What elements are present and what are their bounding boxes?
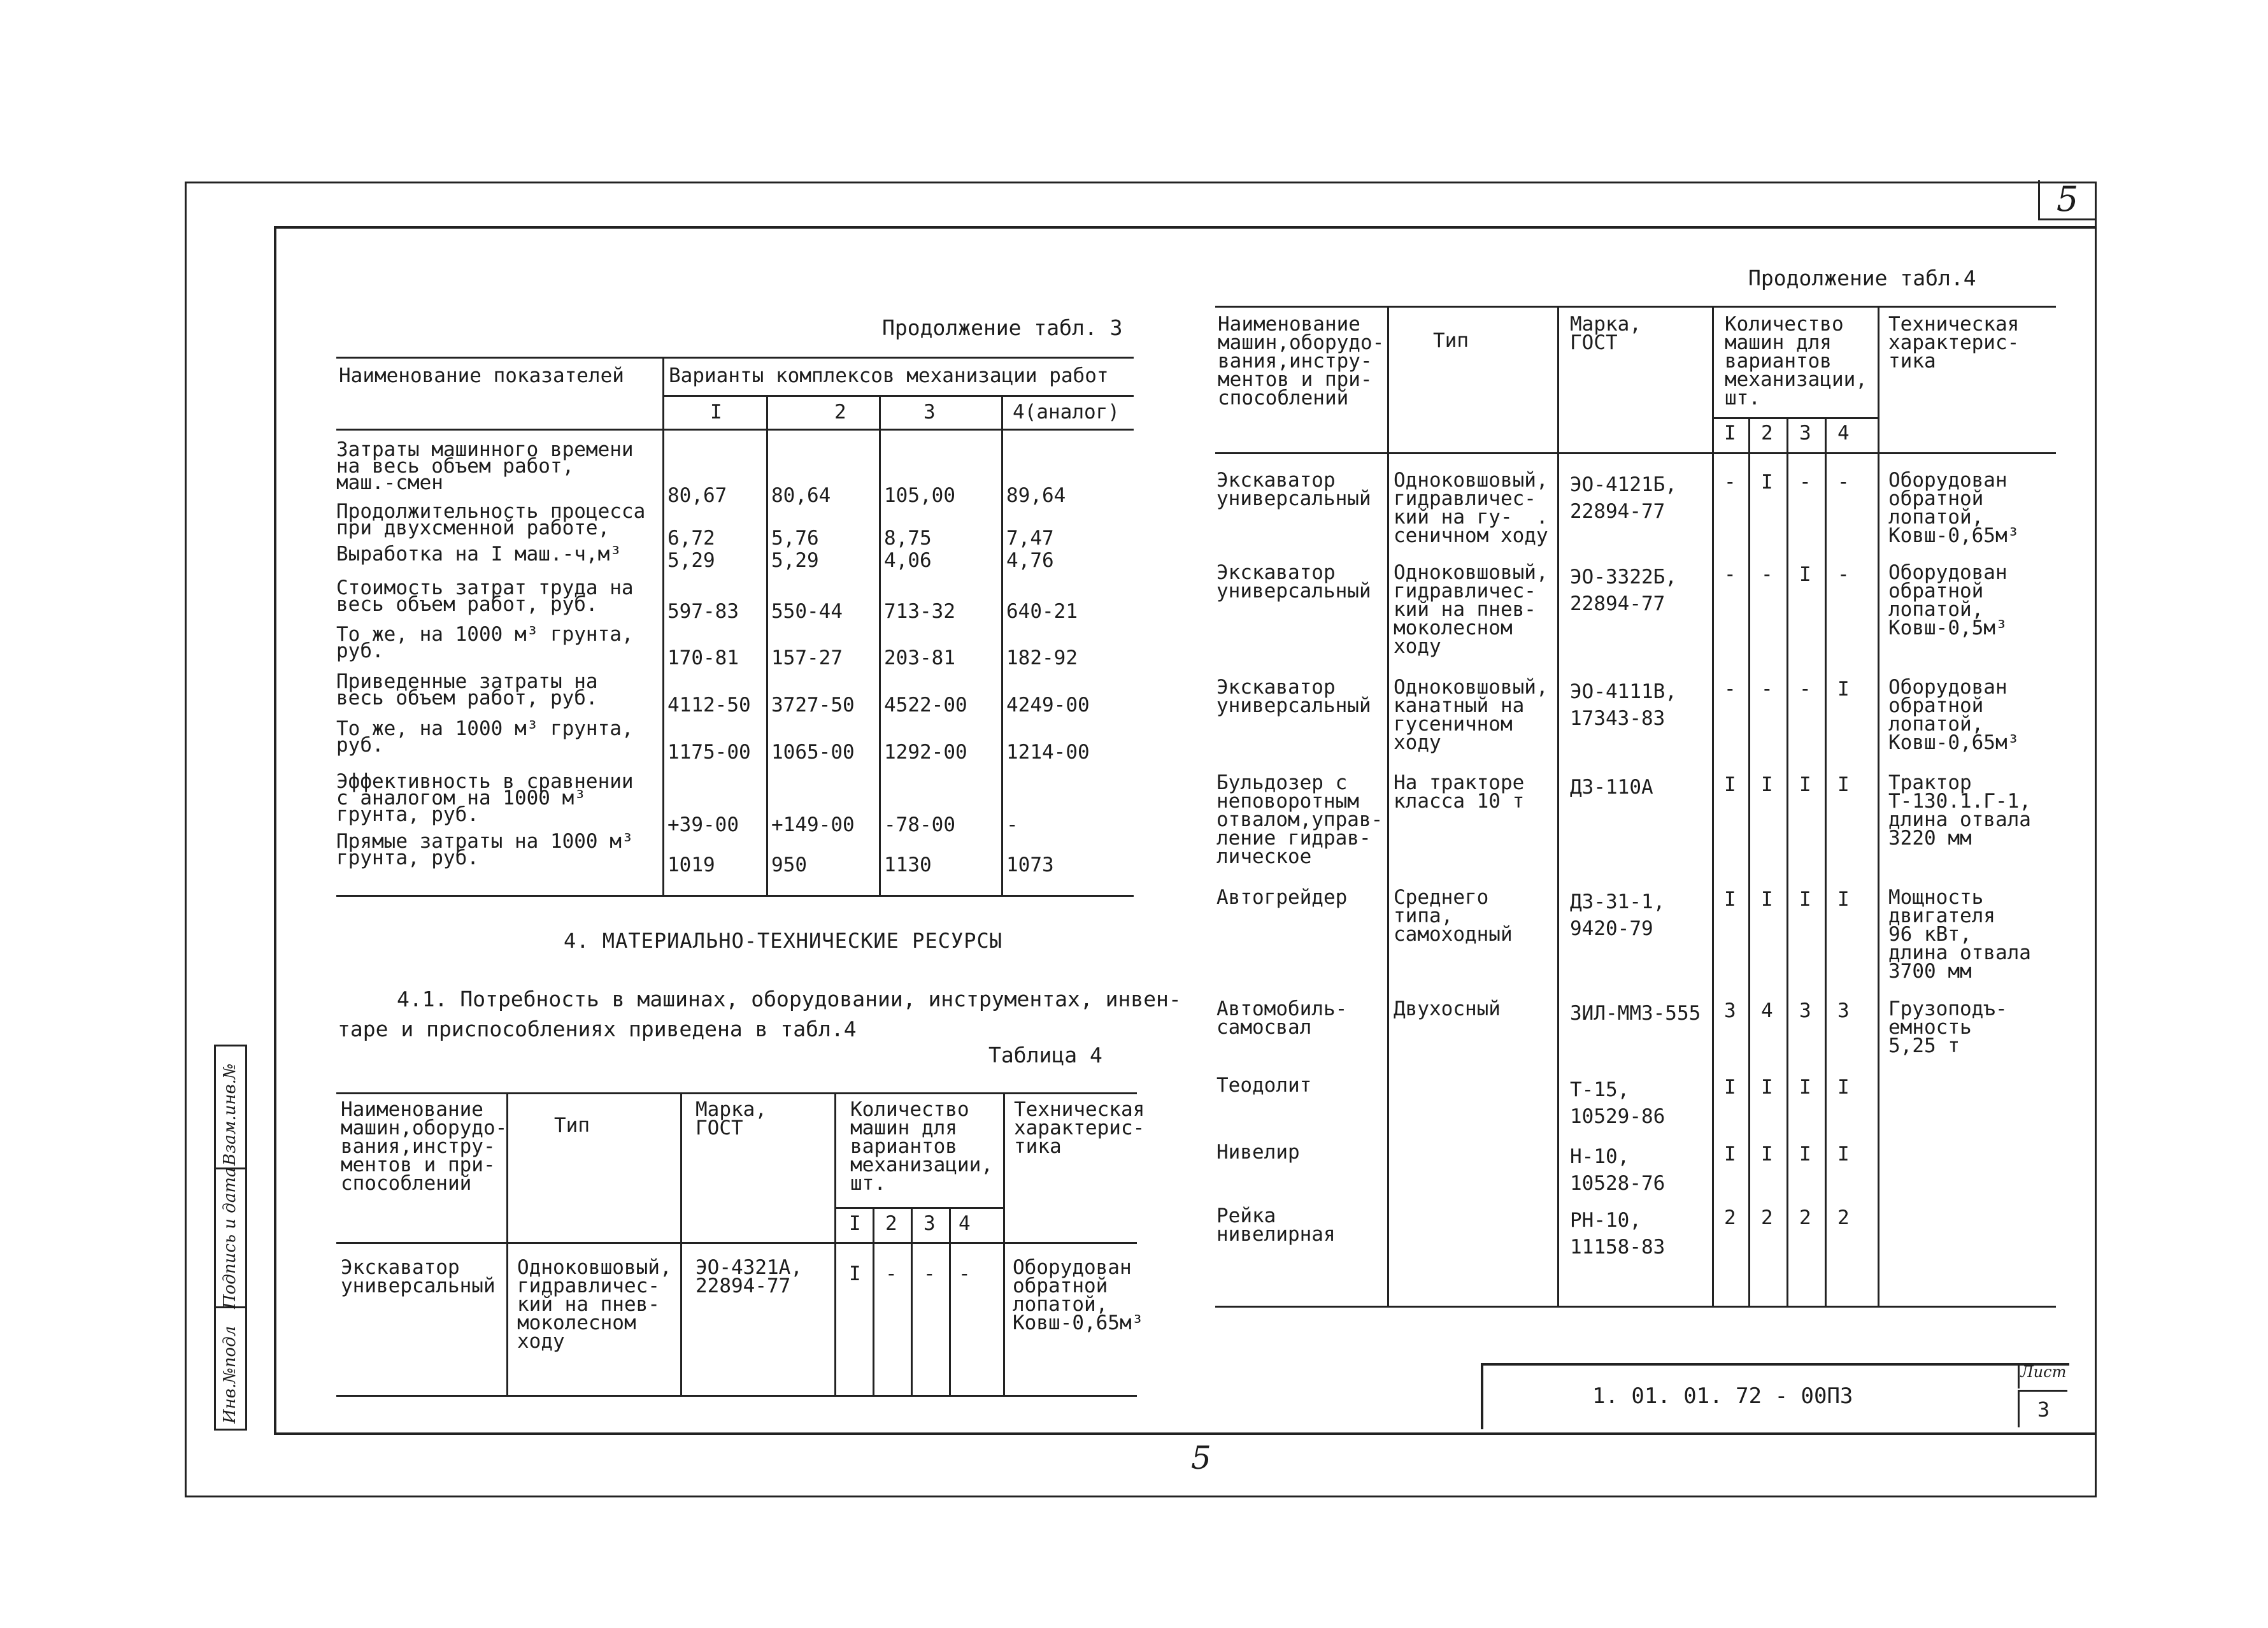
- table-border-top: [336, 1092, 1137, 1094]
- cell-value: +149-00: [771, 813, 855, 836]
- row-type: ходу: [1394, 635, 1441, 658]
- row-type: Двухосный: [1394, 997, 1501, 1020]
- row-qty: I: [1724, 1143, 1736, 1166]
- column-divider: [680, 1092, 682, 1395]
- qty-subcolumn: 3: [1799, 422, 1811, 445]
- row-mark: Т-15,: [1570, 1078, 1630, 1101]
- row-name: Теодолит: [1216, 1074, 1312, 1097]
- row-type: Одноковшовый,: [1394, 469, 1548, 492]
- row-label: при двухсменной работе,: [336, 517, 610, 539]
- row-mark: ДЗ-110А: [1570, 776, 1653, 799]
- row-mark: Н-10,: [1570, 1145, 1630, 1168]
- cell-value: 170-81: [667, 646, 739, 669]
- cell-value: 157-27: [771, 646, 843, 669]
- row-qty: I: [1837, 888, 1850, 911]
- row-mark: РН-10,: [1570, 1209, 1641, 1232]
- cell-value: 5,29: [771, 549, 819, 572]
- header-qty: вариантов: [1725, 350, 1832, 373]
- header-name: вания,инстру-: [1218, 350, 1373, 373]
- header-mark: Марка,: [695, 1098, 767, 1121]
- row-type: класса 10 т: [1394, 790, 1525, 813]
- row-label: руб.: [336, 639, 384, 662]
- row-qty: -: [885, 1262, 897, 1285]
- row-qty: 4: [1761, 999, 1773, 1022]
- cell-value: 5,76: [771, 527, 819, 550]
- row-mark: ЭО-4321А,: [695, 1256, 802, 1279]
- row-type: Одноковшовый,: [517, 1256, 672, 1279]
- row-tech: лопатой,: [1888, 713, 1984, 736]
- qty-subcolumn: 4: [1837, 422, 1850, 445]
- cell-value: 8,75: [884, 527, 932, 550]
- column-divider: [1003, 1092, 1005, 1395]
- row-tech: лопатой,: [1888, 506, 1984, 529]
- row-mark: ЗИЛ-ММЗ-555: [1570, 1002, 1701, 1025]
- header-name: машин,оборудо-: [1218, 331, 1385, 354]
- row-tech: лопатой,: [1888, 598, 1984, 621]
- row-qty: 3: [1724, 999, 1736, 1022]
- row-type: кий на пнев-: [1394, 598, 1536, 621]
- cell-value: 1073: [1006, 853, 1054, 876]
- column-divider: [1001, 395, 1003, 895]
- cell-value: 80,64: [771, 484, 831, 507]
- row-tech: 96 кВт,: [1888, 923, 1972, 946]
- bottom-page-number: 5: [1191, 1439, 1211, 1476]
- paragraph-line-1: 4.1. Потребность в машинах, оборудовании, инструментах, инвен-: [397, 987, 1181, 1011]
- row-qty: -: [1724, 678, 1736, 701]
- row-label: Затраты машинного времени: [336, 438, 634, 461]
- cell-value: 950: [771, 853, 807, 876]
- row-qty: -: [1761, 678, 1773, 701]
- row-qty: -: [1799, 678, 1811, 701]
- row-name: универсальный: [1216, 694, 1371, 717]
- row-tech: Оборудован: [1888, 676, 2008, 699]
- header-type: Тип: [1433, 329, 1469, 352]
- row-tech: Грузоподъ-: [1888, 997, 2008, 1020]
- table-border-bottom: [336, 1395, 1137, 1397]
- header-qty: механизации,: [1725, 368, 1867, 391]
- header-qty: шт.: [1725, 387, 1760, 410]
- row-name: нивелирная: [1216, 1223, 1336, 1246]
- qty-subcolumn: 2: [885, 1212, 897, 1235]
- row-type: гидравличес-: [1394, 487, 1536, 510]
- header-tech: Техническая: [1014, 1098, 1145, 1121]
- column-header: 4(аналог): [1013, 401, 1120, 424]
- row-type: гидравличес-: [517, 1275, 660, 1297]
- column-header: 3: [924, 401, 936, 424]
- table-header-bottom: [336, 429, 1134, 431]
- cell-value: 7,47: [1006, 527, 1054, 550]
- cell-value: 4112-50: [667, 694, 751, 717]
- row-qty: I: [1761, 888, 1773, 911]
- row-mark: ДЗ-31-1,: [1570, 890, 1665, 913]
- cell-value: 597-83: [667, 600, 739, 623]
- row-type: Среднего: [1394, 886, 1489, 909]
- row-qty: 2: [1837, 1206, 1850, 1229]
- row-mark: ЭО-4121Б,: [1570, 473, 1677, 496]
- row-qty: I: [1799, 1076, 1811, 1099]
- row-tech: 5,25 т: [1888, 1034, 1960, 1057]
- row-name: Бульдозер с: [1216, 771, 1348, 794]
- row-label: То же, на 1000 м³ грунта,: [336, 717, 634, 740]
- cell-value: 4522-00: [884, 694, 967, 717]
- row-type: кий на гу- .: [1394, 506, 1548, 529]
- header-qty: машин для: [850, 1117, 957, 1139]
- row-name: Экскаватор: [341, 1256, 460, 1279]
- qty-subcolumn: I: [849, 1212, 861, 1235]
- row-tech: Оборудован: [1888, 469, 2008, 492]
- cell-value: 1019: [667, 853, 715, 876]
- header-tech: Техническая: [1888, 313, 2020, 336]
- row-qty: I: [1837, 1076, 1850, 1099]
- header-qty: вариантов: [850, 1135, 957, 1158]
- table-header-bottom: [336, 1242, 1137, 1244]
- header-qty: Количество: [1725, 313, 1844, 336]
- row-name: Нивелир: [1216, 1141, 1300, 1164]
- qty-subcolumn: 4: [959, 1212, 971, 1235]
- row-qty: -: [1837, 563, 1850, 586]
- cell-value: 4249-00: [1006, 694, 1090, 717]
- row-qty: -: [959, 1262, 971, 1285]
- qty-column-divider: [911, 1207, 913, 1395]
- row-tech: Т-130.1.Г-1,: [1888, 790, 2031, 813]
- sheet-label: Лист: [2018, 1363, 2067, 1389]
- row-label: Прямые затраты на 1000 м³: [336, 830, 634, 853]
- table-border-top: [1215, 306, 2056, 308]
- row-name: универсальный: [341, 1275, 496, 1297]
- table-header-bottom: [1215, 452, 2056, 454]
- row-name: самосвал: [1216, 1016, 1312, 1039]
- cell-value: 1065-00: [771, 741, 855, 764]
- cell-value: 80,67: [667, 484, 727, 507]
- table-border-bottom: [1215, 1306, 2056, 1308]
- row-mark: 11158-83: [1570, 1236, 1665, 1259]
- row-mark: 10529-86: [1570, 1105, 1665, 1128]
- row-name: лическое: [1216, 845, 1312, 868]
- row-tech: Трактор: [1888, 771, 1972, 794]
- row-tech: емность: [1888, 1016, 1972, 1039]
- table-border-bottom: [336, 895, 1134, 897]
- qty-subcolumn: 2: [1761, 422, 1773, 445]
- column-header: 2: [834, 401, 846, 424]
- row-qty: -: [1799, 471, 1811, 494]
- row-type: самоходный: [1394, 923, 1513, 946]
- row-qty: I: [1761, 471, 1773, 494]
- header-name: машин,оборудо-: [341, 1117, 508, 1139]
- row-name: Экскаватор: [1216, 676, 1336, 699]
- row-tech: длина отвала: [1888, 808, 2031, 831]
- row-mark: ЭО-4111В,: [1570, 680, 1677, 703]
- column-divider: [1878, 306, 1879, 1306]
- column-divider: [662, 357, 664, 895]
- row-qty: I: [1724, 888, 1736, 911]
- column-divider: [1557, 306, 1559, 1306]
- row-name: ление гидрав-: [1216, 827, 1371, 850]
- cell-value: 640-21: [1006, 600, 1078, 623]
- qty-column-divider: [1825, 417, 1827, 1306]
- qty-column-divider: [949, 1207, 951, 1395]
- header-qty: шт.: [850, 1172, 886, 1195]
- row-type: гидравличес-: [1394, 580, 1536, 603]
- row-tech: обратной: [1888, 580, 1984, 603]
- row-type: Одноковшовый,: [1394, 561, 1548, 584]
- row-qty: I: [1761, 1076, 1773, 1099]
- row-label: Приведенные затраты на: [336, 670, 598, 693]
- cell-value: 1214-00: [1006, 741, 1090, 764]
- table4-caption: Таблица 4: [988, 1043, 1102, 1067]
- header-mark: ГОСТ: [695, 1117, 743, 1139]
- row-mark: 17343-83: [1570, 707, 1665, 730]
- row-name: Экскаватор: [1216, 561, 1336, 584]
- row-name: Автогрейдер: [1216, 886, 1348, 909]
- row-type: моколесном: [517, 1311, 636, 1334]
- row-label: Стоимость затрат труда на: [336, 576, 634, 599]
- row-qty: I: [1799, 773, 1811, 796]
- column-header: I: [710, 401, 722, 424]
- row-tech: обратной: [1888, 487, 1984, 510]
- column-divider: [879, 395, 881, 895]
- row-mark: 9420-79: [1570, 917, 1653, 940]
- header-tech: характерис-: [1888, 331, 2020, 354]
- cell-value: 1292-00: [884, 741, 967, 764]
- row-label: грунта, руб.: [336, 803, 479, 826]
- row-qty: -: [924, 1262, 936, 1285]
- row-type: типа,: [1394, 904, 1453, 927]
- row-tech: Мощность: [1888, 886, 1984, 909]
- row-qty: I: [1837, 773, 1850, 796]
- header-name: вания,инстру-: [341, 1135, 496, 1158]
- row-qty: I: [1724, 1076, 1736, 1099]
- row-mark: 22894-77: [695, 1275, 791, 1297]
- cell-value: 713-32: [884, 600, 955, 623]
- row-tech: 3220 мм: [1888, 827, 1972, 850]
- cell-value: 6,72: [667, 527, 715, 550]
- row-qty: 2: [1724, 1206, 1736, 1229]
- cell-value: -: [1006, 813, 1018, 836]
- header-mark: Марка,: [1570, 313, 1641, 336]
- row-qty: I: [1761, 773, 1773, 796]
- row-mark: 22894-77: [1570, 500, 1665, 523]
- cell-value: 105,00: [884, 484, 955, 507]
- table-header-divider: [662, 395, 1134, 397]
- row-name: отвалом,управ-: [1216, 808, 1383, 831]
- row-tech: Ковш-0,65м³: [1013, 1311, 1144, 1334]
- row-label: весь объем работ, руб.: [336, 593, 598, 616]
- row-tech: Ковш-0,65м³: [1888, 731, 2020, 754]
- row-name: неповоротным: [1216, 790, 1359, 813]
- row-type: Одноковшовый,: [1394, 676, 1548, 699]
- qty-subcolumn: I: [1724, 422, 1736, 445]
- row-type: ходу: [517, 1330, 565, 1353]
- cell-value: -78-00: [884, 813, 955, 836]
- header-tech: характерис-: [1014, 1117, 1145, 1139]
- row-tech: обратной: [1888, 694, 1984, 717]
- row-type: На тракторе: [1394, 771, 1525, 794]
- row-type: кий на пнев-: [517, 1293, 660, 1316]
- row-name: Экскаватор: [1216, 469, 1336, 492]
- row-name: универсальный: [1216, 580, 1371, 603]
- row-qty: I: [1837, 678, 1850, 701]
- row-mark: 10528-76: [1570, 1172, 1665, 1195]
- row-type: ходу: [1394, 731, 1441, 754]
- column-divider: [1387, 306, 1389, 1306]
- row-tech: лопатой,: [1013, 1293, 1108, 1316]
- row-qty: 2: [1761, 1206, 1773, 1229]
- row-tech: Оборудован: [1013, 1256, 1132, 1279]
- header-qty: Количество: [850, 1098, 969, 1121]
- header-mark: ГОСТ: [1570, 331, 1618, 354]
- row-label: Продолжительность процесса: [336, 500, 646, 523]
- row-name: Автомобиль-: [1216, 997, 1348, 1020]
- row-qty: I: [1761, 1143, 1773, 1166]
- cell-value: 1130: [884, 853, 932, 876]
- header-tech: тика: [1888, 350, 1936, 373]
- row-label: на весь объем работ,: [336, 455, 574, 478]
- header-variants-cell: Варианты комплексов механизации работ: [669, 364, 1109, 387]
- row-qty: 2: [1799, 1206, 1811, 1229]
- row-qty: -: [1837, 471, 1850, 494]
- header-name: ментов и при-: [341, 1153, 496, 1176]
- row-name: универсальный: [1216, 487, 1371, 510]
- cell-value: 89,64: [1006, 484, 1066, 507]
- row-qty: -: [1724, 563, 1736, 586]
- header-qty: машин для: [1725, 331, 1832, 354]
- row-type: гусеничном: [1394, 713, 1513, 736]
- qty-subcolumn: 3: [924, 1212, 936, 1235]
- section-heading: 4. МАТЕРИАЛЬНО-ТЕХНИЧЕСКИЕ РЕСУРСЫ: [564, 929, 1003, 953]
- cell-value: 4,06: [884, 549, 932, 572]
- table4-continuation-caption: Продолжение табл.4: [1748, 266, 1976, 290]
- row-label: Эффективность в сравнении: [336, 770, 634, 793]
- side-label-signature-date: Подпись и дата: [220, 1167, 239, 1309]
- qty-column-divider: [873, 1207, 874, 1395]
- table3-caption: Продолжение табл. 3: [882, 315, 1123, 340]
- column-divider: [766, 395, 768, 895]
- header-qty: механизации,: [850, 1153, 993, 1176]
- row-type: сеничном ходу: [1394, 524, 1548, 547]
- row-qty: I: [1799, 563, 1811, 586]
- row-mark: ЭО-3322Б,: [1570, 566, 1677, 589]
- row-qty: -: [1724, 471, 1736, 494]
- row-tech: обратной: [1013, 1275, 1108, 1297]
- cell-value: +39-00: [667, 813, 739, 836]
- qty-column-divider: [1787, 417, 1788, 1306]
- header-name: Наименование: [341, 1098, 483, 1121]
- row-qty: I: [849, 1262, 861, 1285]
- cell-value: 182-92: [1006, 646, 1078, 669]
- row-label: То же, на 1000 м³ грунта,: [336, 623, 634, 646]
- row-label: Выработка на I маш.-ч,м³: [336, 543, 622, 566]
- paragraph-line-2: таре и приспособлениях приведена в табл.4: [338, 1017, 857, 1041]
- header-name: Наименование: [1218, 313, 1360, 336]
- row-qty: I: [1799, 1143, 1811, 1166]
- row-tech: Оборудован: [1888, 561, 2008, 584]
- column-divider: [834, 1092, 836, 1395]
- table-border-top: [336, 357, 1134, 359]
- row-name: Рейка: [1216, 1204, 1276, 1227]
- row-tech: Ковш-0,65м³: [1888, 524, 2020, 547]
- row-qty: 3: [1799, 999, 1811, 1022]
- qty-subheader-divider: [1712, 417, 1878, 419]
- row-label: маш.-смен: [336, 471, 443, 494]
- row-type: моколесном: [1394, 617, 1513, 639]
- row-label: с аналогом на 1000 м³: [336, 787, 586, 810]
- row-tech: 3700 мм: [1888, 960, 1972, 983]
- sheet-number: 3: [2018, 1390, 2067, 1427]
- header-name: способлений: [1218, 387, 1349, 410]
- row-mark: 22894-77: [1570, 592, 1665, 615]
- side-label-replace-inv: Взам.инв.№: [220, 1063, 239, 1166]
- qty-column-divider: [1748, 417, 1750, 1306]
- row-label: руб.: [336, 734, 384, 757]
- row-qty: I: [1799, 888, 1811, 911]
- row-tech: двигателя: [1888, 904, 1995, 927]
- column-divider: [1712, 306, 1714, 1306]
- row-tech: Ковш-0,5м³: [1888, 617, 2008, 639]
- header-tech: тика: [1014, 1135, 1062, 1158]
- cell-value: 203-81: [884, 646, 955, 669]
- row-label: весь объем работ, руб.: [336, 687, 598, 710]
- qty-subheader-divider: [834, 1207, 1003, 1209]
- cell-value: 3727-50: [771, 694, 855, 717]
- cell-value: 1175-00: [667, 741, 751, 764]
- row-qty: 3: [1837, 999, 1850, 1022]
- row-qty: I: [1724, 773, 1736, 796]
- row-label: грунта, руб.: [336, 846, 479, 869]
- header-name: способлений: [341, 1172, 472, 1195]
- row-qty: -: [1761, 563, 1773, 586]
- cell-value: 5,29: [667, 549, 715, 572]
- row-tech: длина отвала: [1888, 941, 2031, 964]
- row-type: канатный на: [1394, 694, 1525, 717]
- row-qty: I: [1837, 1143, 1850, 1166]
- header-name: ментов и при-: [1218, 368, 1373, 391]
- header-name-cell: Наименование показателей: [339, 364, 624, 387]
- side-label-inv-original: Инв.№подл: [220, 1325, 239, 1424]
- cell-value: 4,76: [1006, 549, 1054, 572]
- page-corner-number: 5: [2038, 180, 2095, 220]
- header-type: Тип: [554, 1114, 590, 1137]
- document-code: 1. 01. 01. 72 - 00ПЗ: [1592, 1383, 1853, 1409]
- cell-value: 550-44: [771, 600, 843, 623]
